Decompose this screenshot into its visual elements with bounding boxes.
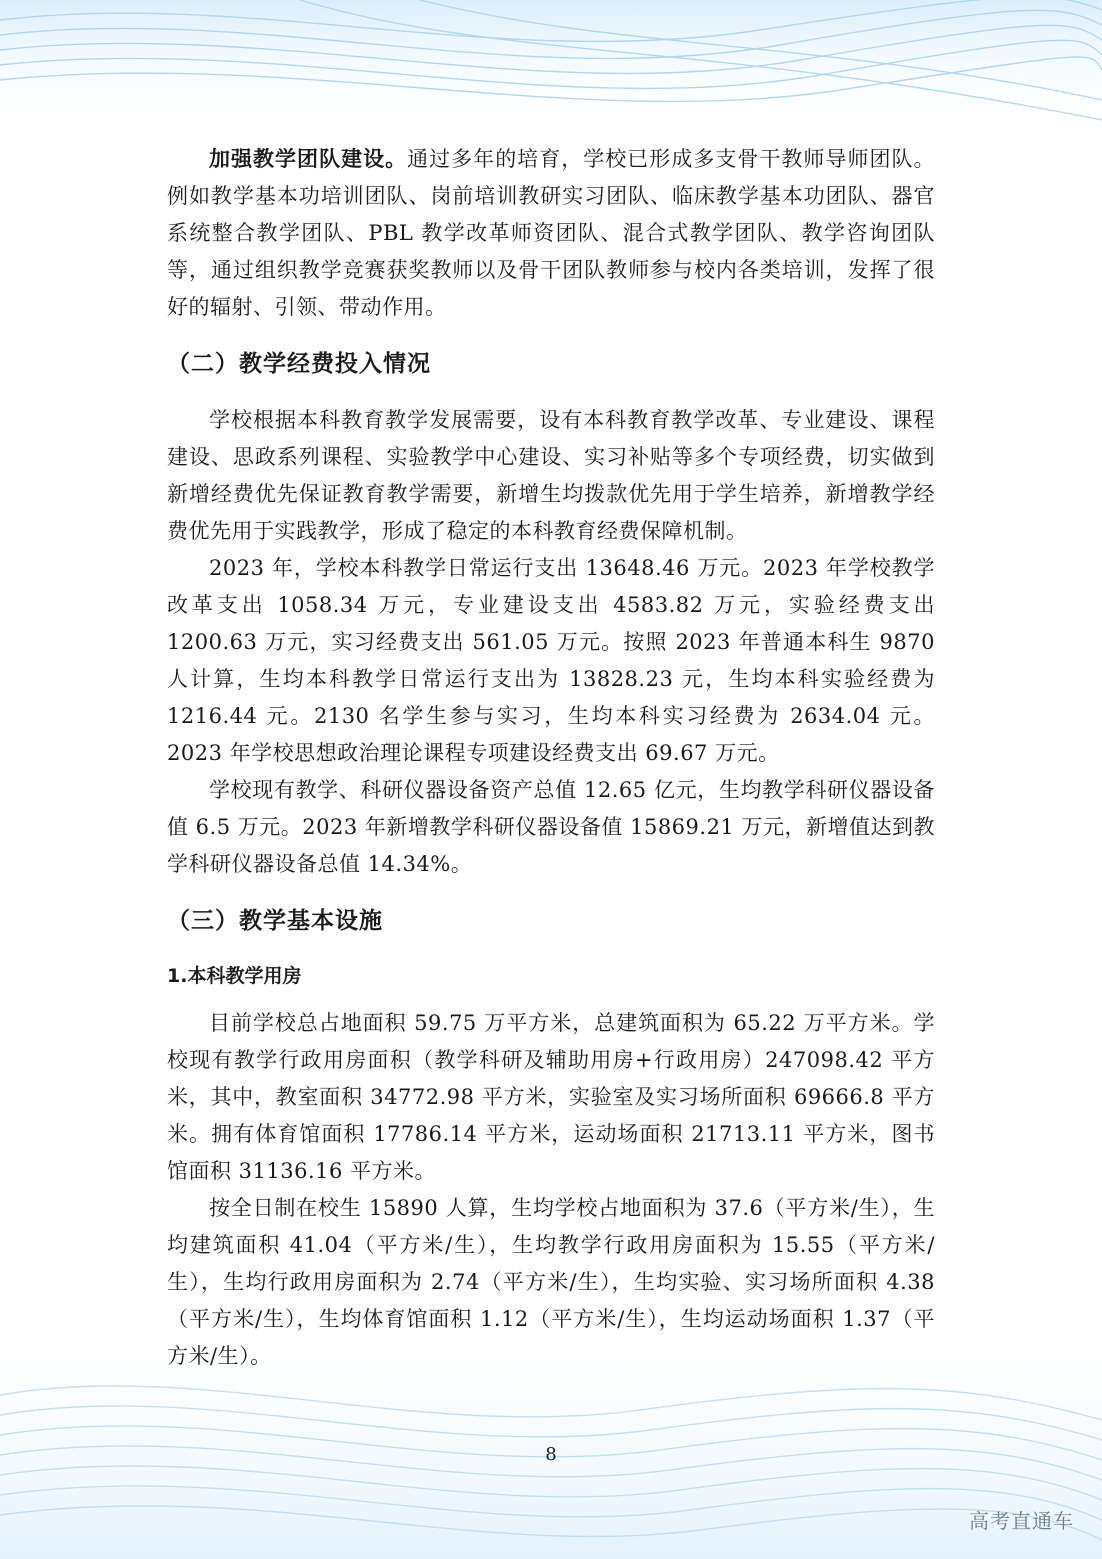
paragraph-equipment-value: 学校现有教学、科研仪器设备资产总值 12.65 亿元，生均教学科研仪器设备值 6.5 万元。2023 年新增教学科研仪器设备值 15869.21 万元，新增值达到教学科研仪器设备总值 14.34%。 <box>167 778 935 876</box>
section-heading-funding: （二）教学经费投入情况 <box>167 351 431 377</box>
paragraph-text: 通过多年的培育，学校已形成多支骨干教师导师团队。例如教学基本功培训团队、岗前培训教研实习团队、临床教学基本功团队、器官系统整合教学团队、PBL 教学改革师资团队、混合式教学团队、教学咨询团队等，通过组织教学竞赛获奖教师以及骨干团队教师参与校内各类培训，发挥了很好的辐射、引领、带动作用。 <box>167 147 935 319</box>
paragraph-funding-overview: 学校根据本科教育教学发展需要，设有本科教育教学改革、专业建设、课程建设、思政系列课程、实验教学中心建设、实习补贴等多个专项经费，切实做到新增经费优先保证教育教学需要，新增生均拨款优先用于学生培养，新增教学经费优先用于实践教学，形成了稳定的本科教育经费保障机制。 <box>167 408 935 543</box>
subsection-heading-teaching-buildings: 1.本科教学用房 <box>167 965 302 987</box>
page-number: 8 <box>545 1444 557 1465</box>
section-heading-facilities: （三）教学基本设施 <box>167 908 383 934</box>
watermark-text: 高考直通车 <box>969 1509 1074 1533</box>
paragraph-building-area: 目前学校总占地面积 59.75 万平方米，总建筑面积为 65.22 万平方米。学校现有教学行政用房面积（教学科研及辅助用房+行政用房）247098.42 平方米，其中，教室面积 34772.98 平方米，实验室及实习场所面积 69666.8 平方米。拥有体育馆面积 17786.14 平方米，运动场面积 21713.11 平方米，图书馆面积 31136.16 平方米。 <box>167 1011 935 1183</box>
document-body <box>167 141 935 1375</box>
paragraph-funding-expenditure: 2023 年，学校本科教学日常运行支出 13648.46 万元。2023 年学校教学改革支出 1058.34 万元，专业建设支出 4583.82 万元，实验经费支出 1200.63 万元，实习经费支出 561.05 万元。按照 2023 年普通本科生 9870 人计算，生均本科教学日常运行支出为 13828.23 元，生均本科实验经费为 1216.44 元。2130 名学生参与实习，生均本科实习经费为 2634.04 元。2023 年学校思想政治理论课程专项建设经费支出 69.67 万元。 <box>167 556 935 765</box>
paragraph-lead: 加强教学团队建设。 <box>209 147 408 171</box>
paragraph-team-building <box>167 141 935 326</box>
paragraph-per-student-area: 按全日制在校生 15890 人算，生均学校占地面积为 37.6（平方米/生），生均建筑面积 41.04（平方米/生），生均教学行政用房面积为 15.55（平方米/生），生均行政用房面积为 2.74（平方米/生），生均实验、实习场所面积 4.38（平方米/生），生均体育馆面积 1.12（平方米/生），生均运动场面积 1.37（平方米/生）。 <box>167 1196 935 1368</box>
